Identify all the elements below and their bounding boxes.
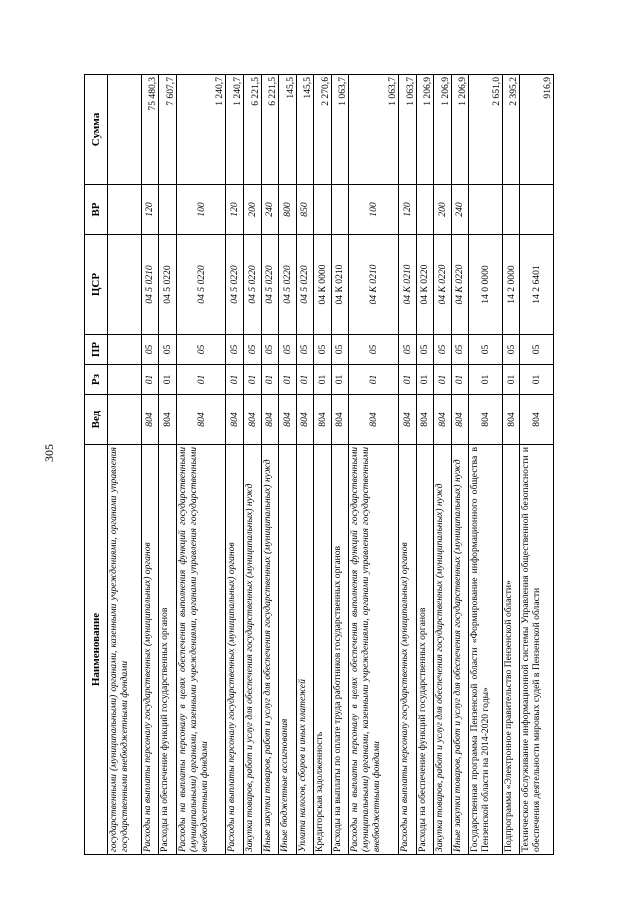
cell-rz: 01 <box>141 365 159 395</box>
cell-vr <box>416 185 434 235</box>
cell-pr: 05 <box>159 335 177 365</box>
table-row <box>349 75 399 855</box>
cell-ved: 804 <box>434 395 452 445</box>
cell-pr: 05 <box>296 335 314 365</box>
cell-ved: 804 <box>331 395 349 445</box>
table-row <box>469 75 503 855</box>
cell-rz: 01 <box>469 365 503 395</box>
cell-rz: 01 <box>349 365 399 395</box>
table-row <box>279 75 297 855</box>
cell-rz: 01 <box>502 365 520 395</box>
cell-name: Уплата налогов, сборов и иных платежей <box>296 445 314 855</box>
cell-csr: 04 5 0220 <box>176 235 226 335</box>
cell-pr: 05 <box>261 335 279 365</box>
cell-name: Подпрограмма «Электронное правительство Пензенской области» <box>502 445 520 855</box>
cell-ved: 804 <box>176 395 226 445</box>
cell-pr: 05 <box>176 335 226 365</box>
cell-pr: 05 <box>141 335 159 365</box>
cell-pr: 05 <box>502 335 520 365</box>
cell-name: Расходы на обеспечение функций государственных органов <box>159 445 177 855</box>
cell-ved: 804 <box>502 395 520 445</box>
cell-ved: 804 <box>243 395 261 445</box>
cell-sum: 1 240,7 <box>226 75 244 185</box>
cell-rz: 01 <box>520 365 554 395</box>
cell-csr: 04 5 0220 <box>243 235 261 335</box>
header-vr: ВР <box>85 185 108 235</box>
cell-csr: 04 5 0220 <box>159 235 177 335</box>
cell-csr: 04 К 0210 <box>349 235 399 335</box>
cell-rz: 01 <box>176 365 226 395</box>
cell-csr: 04 5 0220 <box>261 235 279 335</box>
header-pr: ПР <box>85 335 108 365</box>
cell-rz: 01 <box>314 365 332 395</box>
cell-pr: 05 <box>226 335 244 365</box>
cell-rz: 01 <box>451 365 469 395</box>
table-row <box>243 75 261 855</box>
cell-sum: 1 063,7 <box>398 75 416 185</box>
cell-csr: 04 5 0220 <box>279 235 297 335</box>
header-rz: Рз <box>85 365 108 395</box>
cell-pr: 05 <box>434 335 452 365</box>
cell-sum: 1 063,7 <box>349 75 399 185</box>
cell-vr <box>520 185 554 235</box>
cell-sum: 1 063,7 <box>331 75 349 185</box>
cell-vr <box>314 185 332 235</box>
cell-vr: 850 <box>296 185 314 235</box>
table-row <box>261 75 279 855</box>
table-row <box>331 75 349 855</box>
cell-ved: 804 <box>279 395 297 445</box>
cell-sum <box>108 75 142 185</box>
table-body <box>108 75 554 855</box>
cell-name: Иные закупки товаров, работ и услуг для обеспечения государственных (муниципальных) нужд <box>451 445 469 855</box>
table-row <box>226 75 244 855</box>
cell-name: Закупка товаров, работ и услуг для обеспечения государственных (муниципальных) нужд <box>243 445 261 855</box>
table-row <box>159 75 177 855</box>
cell-csr <box>108 235 142 335</box>
cell-pr: 05 <box>398 335 416 365</box>
cell-rz: 01 <box>416 365 434 395</box>
table-row <box>398 75 416 855</box>
table-header <box>85 75 108 855</box>
cell-name: Закупка товаров, работ и услуг для обеспечения государственных (муниципальных) нужд <box>434 445 452 855</box>
cell-csr: 04 5 0210 <box>141 235 159 335</box>
cell-ved: 804 <box>469 395 503 445</box>
cell-pr: 05 <box>314 335 332 365</box>
table-row <box>108 75 142 855</box>
page-number: 305 <box>42 444 56 462</box>
cell-name: Иные бюджетные ассигнования <box>279 445 297 855</box>
cell-sum: 1 206,9 <box>451 75 469 185</box>
cell-sum: 2 651,0 <box>469 75 503 185</box>
cell-csr: 04 К 0000 <box>314 235 332 335</box>
cell-ved: 804 <box>159 395 177 445</box>
cell-csr: 04 К 0220 <box>434 235 452 335</box>
cell-vr: 120 <box>226 185 244 235</box>
cell-vr <box>159 185 177 235</box>
cell-sum: 1 206,9 <box>416 75 434 185</box>
cell-rz: 01 <box>261 365 279 395</box>
cell-ved: 804 <box>416 395 434 445</box>
cell-pr: 05 <box>331 335 349 365</box>
cell-rz: 01 <box>243 365 261 395</box>
cell-ved: 804 <box>141 395 159 445</box>
cell-name: Расходы на выплаты персоналу в целях обеспечения выполнения функций государственными (муниципальными) органами, казенными учреждениями, органами управления государственными внебюджетными фондами <box>349 445 399 855</box>
header-sum: Сумма <box>85 75 108 185</box>
cell-rz: 01 <box>159 365 177 395</box>
cell-ved <box>108 395 142 445</box>
cell-vr <box>469 185 503 235</box>
cell-ved: 804 <box>451 395 469 445</box>
cell-ved: 804 <box>261 395 279 445</box>
table-row <box>296 75 314 855</box>
cell-rz: 01 <box>296 365 314 395</box>
cell-name: Расходы на выплаты персоналу государственных (муниципальных) органов <box>141 445 159 855</box>
cell-csr: 04 К 0210 <box>398 235 416 335</box>
cell-rz: 01 <box>279 365 297 395</box>
cell-ved: 804 <box>349 395 399 445</box>
cell-sum: 2 395,2 <box>502 75 520 185</box>
cell-pr: 05 <box>349 335 399 365</box>
table-row <box>434 75 452 855</box>
table-row <box>416 75 434 855</box>
cell-vr <box>108 185 142 235</box>
cell-vr: 100 <box>349 185 399 235</box>
cell-vr: 100 <box>176 185 226 235</box>
table-row <box>314 75 332 855</box>
cell-csr: 14 2 0000 <box>502 235 520 335</box>
cell-ved: 804 <box>520 395 554 445</box>
cell-sum: 7 607,7 <box>159 75 177 185</box>
cell-name: Кредиторская задолженность <box>314 445 332 855</box>
cell-name: Расходы на выплаты персоналу государственных (муниципальных) органов <box>226 445 244 855</box>
cell-vr: 800 <box>279 185 297 235</box>
cell-pr: 05 <box>520 335 554 365</box>
cell-name: государственными (муниципальными) органами, казенными учреждениями, органами управления государственными внебюджетными фондами <box>108 445 142 855</box>
budget-table <box>84 74 554 855</box>
cell-rz <box>108 365 142 395</box>
cell-csr: 04 К 0220 <box>416 235 434 335</box>
cell-vr: 120 <box>398 185 416 235</box>
cell-vr <box>502 185 520 235</box>
cell-vr: 200 <box>243 185 261 235</box>
cell-name: Государственная программа Пензенской области «Формирование информационного общества в Пензенской области на 2014-2020 годы» <box>469 445 503 855</box>
cell-csr: 04 К 0220 <box>451 235 469 335</box>
header-ved: Вед <box>85 395 108 445</box>
cell-csr: 14 0 0000 <box>469 235 503 335</box>
cell-vr: 120 <box>141 185 159 235</box>
cell-ved: 804 <box>314 395 332 445</box>
cell-sum: 75 480,3 <box>141 75 159 185</box>
cell-vr: 200 <box>434 185 452 235</box>
cell-pr <box>108 335 142 365</box>
cell-pr: 05 <box>279 335 297 365</box>
cell-name: Иные закупки товаров, работ и услуг для обеспечения государственных (муниципальных) нужд <box>261 445 279 855</box>
cell-sum: 1 206,9 <box>434 75 452 185</box>
rotated-table-container <box>84 75 554 855</box>
table-row <box>176 75 226 855</box>
cell-pr: 05 <box>451 335 469 365</box>
cell-csr: 04 5 0220 <box>296 235 314 335</box>
cell-rz: 01 <box>434 365 452 395</box>
cell-sum: 6 221,5 <box>261 75 279 185</box>
cell-rz: 01 <box>226 365 244 395</box>
cell-ved: 804 <box>226 395 244 445</box>
cell-rz: 01 <box>398 365 416 395</box>
cell-sum: 145,5 <box>296 75 314 185</box>
cell-name: Техническое обслуживание информационной системы Управления общественной безопасности и обеспечения деятельности мировых судей в Пензенской области <box>520 445 554 855</box>
cell-sum: 916,9 <box>520 75 554 185</box>
header-name: Наименование <box>85 445 108 855</box>
cell-pr: 05 <box>469 335 503 365</box>
cell-rz: 01 <box>331 365 349 395</box>
cell-csr: 14 2 6401 <box>520 235 554 335</box>
cell-csr: 04 К 0210 <box>331 235 349 335</box>
cell-ved: 804 <box>296 395 314 445</box>
cell-pr: 05 <box>416 335 434 365</box>
cell-vr: 240 <box>451 185 469 235</box>
cell-vr: 240 <box>261 185 279 235</box>
table-row <box>502 75 520 855</box>
table-row <box>520 75 554 855</box>
cell-ved: 804 <box>398 395 416 445</box>
cell-pr: 05 <box>243 335 261 365</box>
cell-name: Расходы на выплаты по оплате труда работников государственных органов <box>331 445 349 855</box>
header-row <box>85 75 108 855</box>
cell-name: Расходы на выплаты персоналу государственных (муниципальных) органов <box>398 445 416 855</box>
cell-name: Расходы на обеспечение функций государственных органов <box>416 445 434 855</box>
header-csr: ЦСР <box>85 235 108 335</box>
table-row <box>141 75 159 855</box>
table-row <box>451 75 469 855</box>
cell-csr: 04 5 0220 <box>226 235 244 335</box>
cell-sum: 6 221,5 <box>243 75 261 185</box>
cell-sum: 1 240,7 <box>176 75 226 185</box>
cell-sum: 145,5 <box>279 75 297 185</box>
cell-name: Расходы на выплаты персоналу в целях обеспечения выполнения функций государственными (муниципальными) органами, казенными учреждениями, органами управления государственными внебюджетными фондами <box>176 445 226 855</box>
cell-sum: 2 270,6 <box>314 75 332 185</box>
cell-vr <box>331 185 349 235</box>
